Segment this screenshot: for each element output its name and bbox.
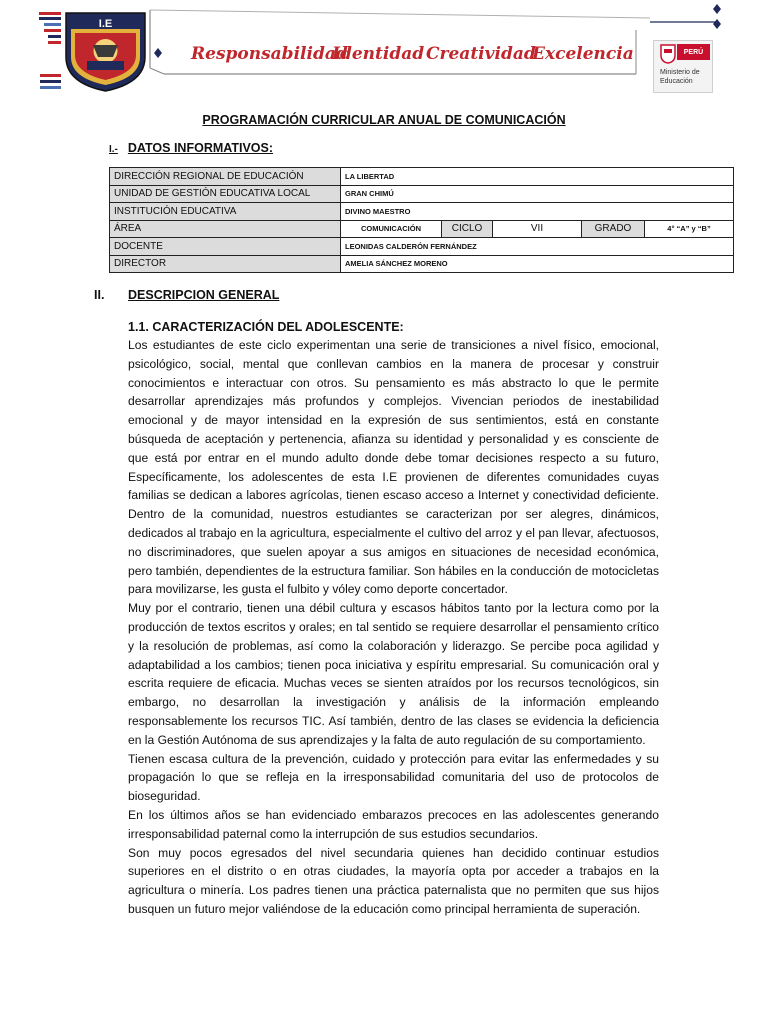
table-row <box>110 168 734 186</box>
table-row <box>110 238 734 256</box>
diamond-ornament <box>713 19 721 29</box>
table-key: ÁREA <box>110 220 341 238</box>
section-1-label: DATOS INFORMATIVOS: <box>127 141 274 155</box>
peru-shield-icon <box>660 44 676 64</box>
table-value: GRAN CHIMÚ <box>341 185 734 203</box>
section-2-number: II. <box>94 288 105 302</box>
stripe-blue <box>44 23 61 26</box>
stripe-red <box>39 12 61 15</box>
crest-label: I.E <box>98 18 113 30</box>
table-key: UNIDAD DE GESTIÓN EDUCATIVA LOCAL <box>110 185 341 203</box>
diamond-ornament <box>713 4 721 14</box>
stripe-navy <box>40 80 61 83</box>
ciclo-label: CICLO <box>442 220 493 238</box>
ministry-logo <box>653 40 713 93</box>
stripe-navy <box>48 35 61 38</box>
paragraph: Son muy pocos egresados del nivel secundaria quienes han decidido continuar estudios superiores en el distrito o en otras ciudades, la mayoría opta por acceder a trabajos en la agricultura o minería. Los padres tienen una práctica paternalista que no permiten que sus hijos busquen un futuro mejor valiéndose de la educación como principal herramienta de superación. <box>128 845 659 916</box>
table-row <box>110 255 734 273</box>
table-key: DIRECCIÓN REGIONAL DE EDUCACIÓN <box>110 168 341 186</box>
table-key: INSTITUCIÓN EDUCATIVA <box>110 203 341 221</box>
stripe-navy <box>39 17 61 20</box>
table-row <box>110 203 734 221</box>
motto-excelencia: Excelencia <box>532 44 634 64</box>
grado-label: GRADO <box>582 220 645 238</box>
table-value: DIVINO MAESTRO <box>341 203 734 221</box>
grado-value: 4° “A” y “B” <box>645 220 734 238</box>
letterhead <box>0 0 768 100</box>
frame-line <box>150 10 650 18</box>
diamond-ornament <box>154 48 162 58</box>
subsection-heading: 1.1. CARACTERIZACIÓN DEL ADOLESCENTE: <box>128 320 404 334</box>
section-2-label: DESCRIPCION GENERAL <box>128 288 280 302</box>
stripe-blue <box>40 86 61 89</box>
paragraph: En los últimos años se han evidenciado embarazos precoces en las adolescentes generando irresponsabilidad paternal como la interrupción de sus estudios secundarios. <box>128 807 659 841</box>
table-value: LA LIBERTAD <box>341 168 734 186</box>
stripe-red <box>40 74 61 77</box>
table-value: AMELIA SÁNCHEZ MORENO <box>341 255 734 273</box>
section-2-heading <box>94 288 279 302</box>
stripe-red <box>44 29 61 32</box>
frame-line <box>150 68 164 74</box>
ciclo-value: VII <box>493 220 582 238</box>
motto-responsabilidad: Responsabilidad <box>191 44 348 64</box>
paragraph: Muy por el contrario, tienen una débil cultura y escasos hábitos tanto por la lectura como por la producción de textos escritos y orales; en tal sentido se requiere desarrollar el pensamiento crítico y la resolución de problemas, así como la colaboración y liderazgo. Se percibe poca agilidad y adaptabilidad a los cambios; tienen poca iniciativa y espíritu empresarial. Su comunicación oral y escrita requiere de eficacia. Muchas veces se sienten atraídos por los recursos tecnológicos, sin embargo, no desarrollan la investigación y análisis de la información empleando responsablemente los recursos TIC. Así también, dentro de las clases se evidencia la deficiencia en la Gestión Autónoma de sus aprendizajes y la falta de auto regulación de su comportamiento. <box>128 601 659 747</box>
motto-identidad: Identidad <box>332 44 425 64</box>
stripe-red <box>48 41 61 44</box>
datos-informativos-table <box>109 167 734 273</box>
section-1-number: I.- <box>109 144 118 155</box>
area-value: COMUNICACIÓN <box>341 220 442 238</box>
ministry-name: Ministerio de Educación <box>660 69 700 85</box>
table-row <box>110 220 734 238</box>
document-title: PROGRAMACIÓN CURRICULAR ANUAL DE COMUNICACIÓN <box>202 113 566 127</box>
paragraph: Tienen escasa cultura de la prevención, cuidado y protección para evitar las enfermedades y su propagación lo que se refleja en la irresponsabilidad comunitaria del uso de protocolos de bioseguridad. <box>128 751 659 804</box>
caracterizacion-body <box>128 336 659 919</box>
section-1-heading <box>109 141 273 155</box>
table-value: LEONIDAS CALDERÓN FERNÁNDEZ <box>341 238 734 256</box>
motto-creatividad: Creatividad <box>426 44 536 64</box>
table-key: DIRECTOR <box>110 255 341 273</box>
ministry-flag-label: PERÚ <box>677 44 710 60</box>
paragraph: Los estudiantes de este ciclo experimentan una serie de transiciones a nivel físico, emocional, psicológico, social, mental que conllevan cambios en la manera de procesar y construir conocimientos e interactuar con otros. Su pensamiento es más abstracto lo que le permite desarrollar aprendizajes más profundos y complejos. Vivencian periodos de inestabilidad emocional y de mayor intensidad en la expresión de sus sentimientos, está en constante búsqueda de aceptación y pertenencia, afianza su identidad y personalidad y es consciente de que está por entrar en el mundo adulto donde debe tomar decisiones respecto a su futuro, Específicamente, los adolescentes de esta I.E provienen de diferentes comunidades cuyas familias se dedican a labores agrícolas, tienen escaso acceso a Internet y conectividad deficiente. Dentro de la comunidad, nuestros estudiantes se caracterizan por ser alegres, dinámicos, dedicados al trabajo en la agricultura, especialmente el cultivo del arroz y el pan llevar, afectuosos, no discriminadores, que suelen apoyar a sus amigos en situaciones de necesidad económica, pero también, dependientes de la estructura familiar. Son hábiles en la conducción de motocicletas para movilizarse, les gusta el fulbito y vóley como deporte concertador. <box>128 338 659 597</box>
table-key: DOCENTE <box>110 238 341 256</box>
table-row <box>110 185 734 203</box>
